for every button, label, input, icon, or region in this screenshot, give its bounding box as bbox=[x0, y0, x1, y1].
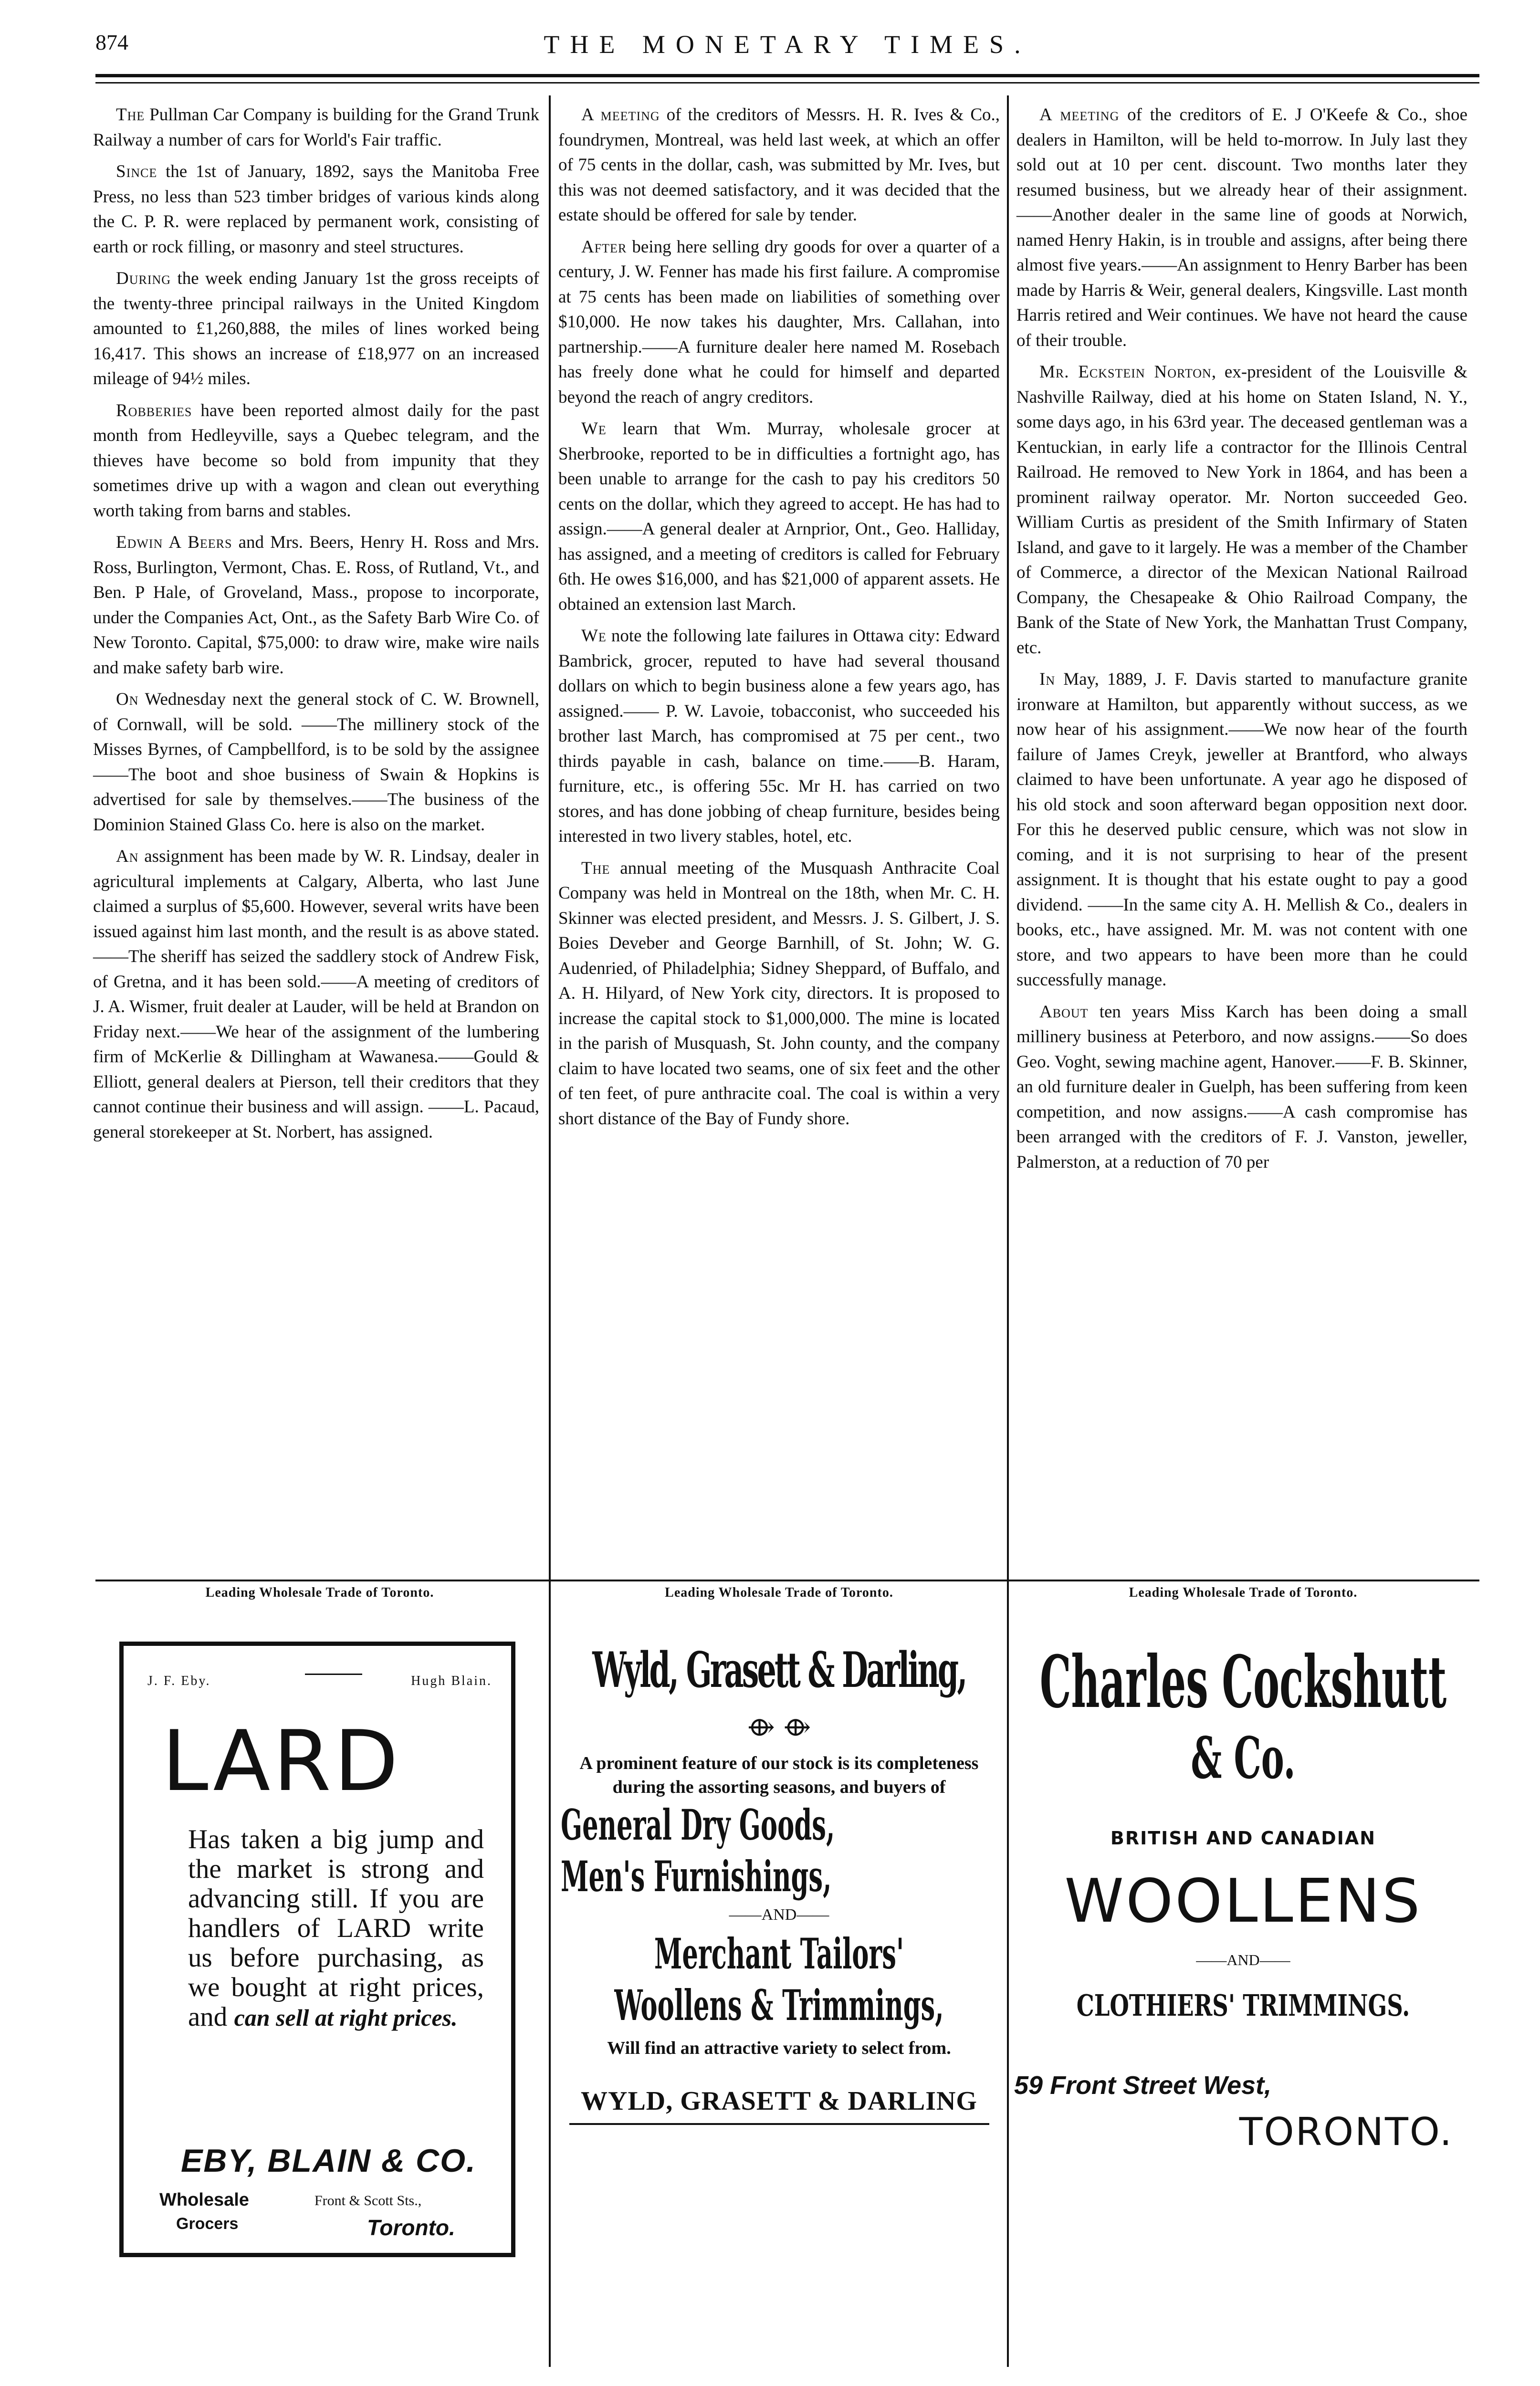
column-divider bbox=[549, 1603, 551, 2367]
article-paragraph: We learn that Wm. Murray, wholesale grocer at Sherbrooke, reported to be in difficulties a fortnight ago, has been unable to arrange for the cash to pay his creditors 50 cents on the dollar, which they agreed to accept. He has had to assign.——A general dealer at Arnprior, Ont., Geo. Halliday, has assigned, and a meeting of creditors is called for February 6th. He owes $16,000, and has $21,000 of apparent assets. He obtained an extension last March. bbox=[558, 419, 1000, 614]
article-column-1 bbox=[93, 103, 539, 1151]
advertisement-cockshutt bbox=[1014, 1642, 1472, 2154]
article-paragraph: On Wednesday next the general stock of C. W. Brownell, of Cornwall, will be sold. ——The millinery stock of the Misses Byrnes, of Campbellford, is to be sold by the assignee——The boot and shoe business of Swain & Hopkins is advertised for sale by themselves.——The business of the Dominion Stained Glass Co. here is also on the market. bbox=[93, 690, 539, 835]
divider bbox=[569, 2123, 989, 2125]
article-paragraph: Mr. Eckstein Norton, ex-president of the Louisville & Nashville Railway, died at his home on Staten Island, N. Y., some days ago, in his 63rd year. The deceased gentleman was a Kentuckian, in early life a contractor for the Illinois Central Railroad. He removed to New York in 1864, and has been a prominent railway operator. Mr. Norton succeeded Geo. William Curtis as president of the Smith Infirmary of Staten Island, and gave to it largely. He was a member of the Chamber of Commerce, a director of the Mexican National Railroad Company, the Chesapeake & Ohio Railroad Company, the Bank of the State of New York, the Manhattan Trust Company, etc. bbox=[1016, 362, 1467, 658]
ad-and: ——AND—— bbox=[729, 1906, 829, 1924]
ad-firm-name: Charles Cockshutt bbox=[1039, 1640, 1447, 1724]
page-header bbox=[95, 30, 1479, 68]
ad-heading: Leading Wholesale Trade of Toronto. bbox=[205, 1585, 434, 1600]
ad-line: Woollens & Trimmings, bbox=[614, 1980, 944, 2030]
ad-description: A prominent feature of our stock is its completeness during the assorting seasons, and buyers of bbox=[579, 1753, 979, 1797]
article-paragraph: An assignment has been made by W. R. Lindsay, dealer in agricultural implements at Calgary, Alberta, who last June claimed a surplus of $5,600. However, several writs have been issued against him last month, and the result is as above stated.——The sheriff has seized the saddlery stock of Andrew Fisk, of Gretna, and it has been sold.——A meeting of creditors of J. A. Wismer, fruit dealer at Lauder, will be held at Brandon on Friday next.——We hear of the assignment of the lumbering firm of McKerlie & Dillingham at Wawanesa.——Gould & Elliott, general dealers at Pierson, tell their creditors that they cannot continue their business and will assign. ——L. Pacaud, general storekeeper at St. Norbert, has assigned. bbox=[93, 847, 539, 1142]
article-paragraph: About ten years Miss Karch has been doing a small millinery business at Peterboro, and now assigns.——So does Geo. Voght, sewing machine agent, Hanover.——F. B. Skinner, an old furniture dealer in Guelph, has been suffering from keen competition, and now assigns.——A cash compromise has been arranged with the creditors of F. J. Vanston, jeweller, Palmerston, at a reduction of 70 per bbox=[1016, 1002, 1467, 1172]
page-number: 874 bbox=[95, 30, 128, 54]
ad-line: CLOTHIERS' TRIMMINGS. bbox=[1076, 1988, 1410, 2023]
ad-heading: Leading Wholesale Trade of Toronto. bbox=[1129, 1585, 1358, 1600]
column-divider bbox=[549, 95, 551, 1603]
ad-address: Front & Scott Sts., bbox=[314, 2193, 422, 2208]
ad-body: Has taken a big jump and the market is strong and advancing still. If you are handlers of LARD write us before purchasing, as we bought at right prices, and can sell at right prices. bbox=[188, 1824, 484, 2032]
article-paragraph: A meeting of the creditors of Messrs. H. R. Ives & Co., foundrymen, Montreal, was held last week, at which an offer of 75 cents in the dollar, cash, was submitted by Mr. Ives, but this was not deemed satisfactory, and it was decided that the estate should be offered for sale by tender. bbox=[558, 105, 1000, 225]
article-paragraph: A meeting of the creditors of E. J O'Keefe & Co., shoe dealers in Hamilton, will be held to-morrow. In July last they sold out at 10 per cent. discount. Two months later they resumed business, but we already hear of their assignment.——Another dealer in the same line of goods at Norwich, named Henry Hakin, is in trouble and assigns, after being there almost five years.——An assignment to Henry Barber has been made by Harris & Weir, general dealers, Kingsville. Last month Harris retired and Weir continues. We have not heard the cause of their trouble. bbox=[1016, 105, 1468, 350]
column-divider bbox=[1007, 1603, 1009, 2367]
ad-tag: Grocers bbox=[176, 2215, 239, 2233]
ad-firm-name: Wyld, Grasett & Darling, bbox=[592, 1642, 966, 1699]
ad-line: Merchant Tailors' bbox=[654, 1929, 904, 1978]
masthead: THE MONETARY TIMES. bbox=[544, 30, 1031, 59]
article-paragraph: After being here selling dry goods for over a quarter of a century, J. W. Fenner has made his first failure. A compromise at 75 cents has been made on liabilities of something over $10,000. He now takes his daughter, Mrs. Callahan, into partnership.——A furniture dealer here named M. Rosebach has freely done what he could for himself and departed beyond the reach of angry creditors. bbox=[558, 237, 1000, 407]
ad-city: TORONTO. bbox=[1239, 2110, 1453, 2154]
article-paragraph: We note the following late failures in Ottawa city: Edward Bambrick, grocer, reputed to have had several thousand dollars on which to begin business alone a few years ago, has assigned.—— P. W. Lavoie, tobacconist, who succeeded his brother last March, has compromised at 75 per cent., two thirds payable in cash, balance on time.——B. Haram, furniture, etc., is offering 55c. Mr H. has carried on two stores, and has done jobbing of cheap furniture, besides being interested in two livery stables, hotel, etc. bbox=[558, 626, 1000, 846]
article-paragraph: In May, 1889, J. F. Davis started to manufacture granite ironware at Hamilton, but apparently without success, as we now hear of his assignment.——We now hear of the fourth failure of James Creyk, jeweller at Brantford, who always claimed to have been unfortunate. A year ago he disposed of his old stock and soon afterward began opposition next door. For this he deserved public censure, which was not slow in coming, and it is not surprising to hear of the present assignment. It is thought that his estate ought to pay a good dividend. ——In the same city A. H. Mellish & Co., dealers in books, etc., have assigned. Mr. M. was not content with one store, and two appears to have been more than he could successfully manage. bbox=[1016, 670, 1467, 990]
column-divider bbox=[1007, 95, 1009, 1603]
ad-subtext: Will find an attractive variety to select from. bbox=[607, 2038, 951, 2058]
article-paragraph: The Pullman Car Company is building for the Grand Trunk Railway a number of cars for World's Fair traffic. bbox=[93, 105, 539, 150]
ad-city: Toronto. bbox=[367, 2215, 455, 2240]
ad-line: Men's Furnishings, bbox=[561, 1852, 832, 1901]
ad-address: 59 Front Street West, bbox=[1014, 2071, 1272, 2100]
ad-section-rule bbox=[95, 1580, 1479, 1581]
ad-tag: Wholesale bbox=[159, 2190, 249, 2210]
article-paragraph: The annual meeting of the Musquash Anthracite Coal Company was held in Montreal on the 18th, when Mr. C. H. Skinner was elected president, and Messrs. J. S. Gilbert, J. S. Boies Deveber and George Barnhill, of St. John; W. G. Audenried, of Philadelphia; Sidney Sheppard, of Buffalo, and A. H. Hilyard, of New York city, directors. It is proposed to increase the capital stock to $1,000,000. The mine is located in the parish of Musquash, St. John county, and the company claim to have located two seams, one of six feet and the other of ten feet, of pure anthracite coal. The coal is within a very short distance of the Bay of Fundy shore. bbox=[558, 858, 1000, 1129]
partner-name: Hugh Blain. bbox=[411, 1674, 492, 1688]
header-rule bbox=[95, 74, 1479, 77]
ad-line: General Dry Goods, bbox=[561, 1800, 835, 1850]
article-paragraph: Robberies have been reported almost daily for the past month from Hedleyville, says a Quebec telegram, and the thieves have become so bold from impunity that they sometimes drive up with a wagon and clean out everything worth taking from barns and stables. bbox=[93, 400, 539, 521]
ad-firm-name: EBY, BLAIN & CO. bbox=[181, 2143, 476, 2179]
ad-tagline: BRITISH AND CANADIAN bbox=[1110, 1828, 1376, 1849]
ad-firm-suffix: & Co. bbox=[1191, 1725, 1296, 1792]
advertisement-wyld-grasett bbox=[556, 1637, 1002, 2125]
ad-headline: WOOLLENS bbox=[1064, 1866, 1422, 1936]
advertisement-eby-blain bbox=[119, 1642, 515, 2257]
article-column-3 bbox=[1016, 103, 1467, 1182]
article-paragraph: Since the 1st of January, 1892, says the Manitoba Free Press, no less than 523 timber bridges of various kinds along the C. P. R. were replaced by permanent work, consisting of earth or rock filling, or masonry and steel structures. bbox=[93, 162, 539, 257]
ad-and: ——AND—— bbox=[1196, 1951, 1290, 1968]
article-column-2 bbox=[558, 103, 1000, 1138]
ornament-icon: ⟴ ⟴ bbox=[747, 1712, 811, 1743]
ad-footer: WYLD, GRASETT & DARLING bbox=[581, 2086, 977, 2116]
partner-name: J. F. Eby. bbox=[147, 1674, 211, 1688]
ad-heading: Leading Wholesale Trade of Toronto. bbox=[665, 1585, 893, 1600]
article-paragraph: Edwin A Beers and Mrs. Beers, Henry H. Ross and Mrs. Ross, Burlington, Vermont, Chas. E. Ross, of Rutland, Vt., and Ben. P Hale, of Groveland, Mass., propose to incorporate, under the Companies Act, Ont., as the Safety Barb Wire Co. of New Toronto. Capital, $75,000: to draw wire, make wire nails and make safety barb wire. bbox=[93, 533, 539, 678]
divider bbox=[305, 1674, 362, 1675]
ad-headline: LARD bbox=[162, 1713, 401, 1810]
article-paragraph: During the week ending January 1st the gross receipts of the twenty-three principal railways in the United Kingdom amounted to £1,260,888, the miles of lines worked being 16,417. This shows an increase of £18,977 on an increased mileage of 94½ miles. bbox=[93, 269, 539, 388]
header-rule-thin bbox=[95, 82, 1479, 84]
